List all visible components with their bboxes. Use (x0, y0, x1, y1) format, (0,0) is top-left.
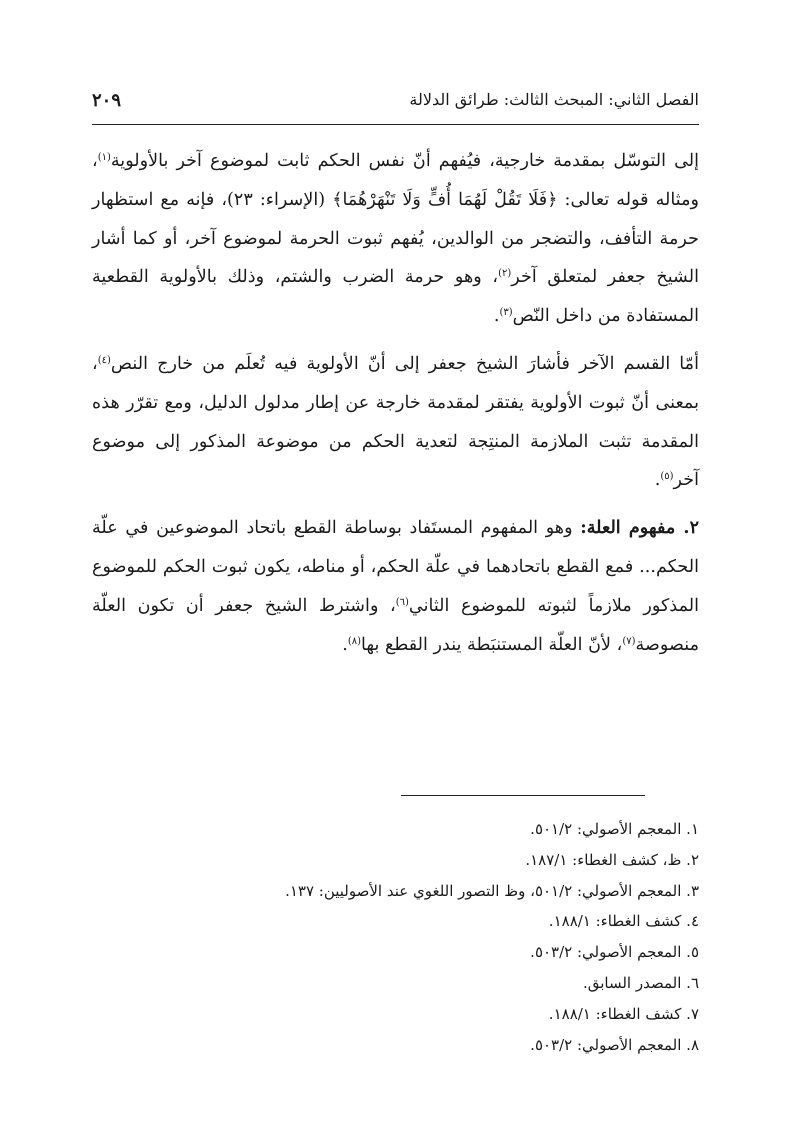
footnote-ref-5[interactable]: (٥) (660, 471, 674, 483)
footnote-ref-8[interactable]: (٨) (347, 635, 362, 647)
paragraph-1-text-d: . (493, 306, 500, 327)
section-heading: ٢. مفهوم العلة: (580, 517, 700, 539)
footnote-6: ٦. المصدر السابق. (582, 973, 699, 992)
footnote-7: ٧. كشف الغطاء: ١٨٨/١. (548, 1004, 699, 1023)
footnote-ref-6[interactable]: (٦) (395, 596, 409, 608)
footnote-2: ٢. ظ، كشف الغطاء: ١٨٧/١. (525, 850, 699, 869)
paragraph-1-text-c: ، وهو حرمة الضرب والشتم، وذلك بالأولوية القطعية المستفادة من داخل النّص (92, 267, 699, 327)
paragraph-1-text-b: ، ومثاله قوله تعالى: ﴿فَلَا تَقُلْ لَهُمَا أُفٍّ وَلَا تَنْهَرْهُمَا﴾ (الإسراء: ٢٣)، فإنه مع استظهار حرمة التأفف، والتضجر من الوالدين، يُفهم ثبوت الحرمة لموضوع آخر، أو كما أشار الشيخ جعفر لمتعلق آخر (92, 151, 700, 288)
main-text (92, 142, 699, 664)
paragraph-3 (92, 509, 699, 664)
paragraph-1 (92, 142, 699, 336)
footnote-ref-2[interactable]: (٢) (498, 268, 512, 280)
paragraph-2-text-c: . (654, 470, 661, 491)
footnote-1: ١. المعجم الأصولي: ٥٠١/٢. (530, 820, 699, 838)
footnote-5: ٥. المعجم الأصولي: ٥٠٣/٢. (530, 943, 699, 962)
footnote-divider (401, 795, 645, 796)
footnote-3: ٣. المعجم الأصولي: ٥٠١/٢، وظ التصور اللغوي عند الأصوليين: ١٣٧. (285, 881, 699, 900)
footnote-ref-7[interactable]: (٧) (622, 635, 636, 647)
paragraph-2-text-b: ، بمعنى أنّ ثبوت الأولوية يفتقر لمقدمة خارجة عن إطار مدلول الدليل، ومع تقرّر هذه المقدمة تثبت الملازمة المنتِجة لتعدية الحكم من موضوعة المذكور إلى موضوع آخر (92, 353, 699, 491)
paragraph-3-text-c: ، لأنّ العلّة المستنبَطة يندر القطع بها (361, 634, 623, 655)
paragraph-2 (92, 345, 699, 500)
footnote-ref-1[interactable]: (١) (97, 152, 111, 163)
paragraph-1-text-a: إلى التوسّل بمقدمة خارجية، فيُفهم أنّ نفس الحكم ثابت لموضوع آخر بالأولوية (110, 151, 699, 171)
running-header (92, 88, 699, 125)
paragraph-3-text-a: وهو المفهوم المستَفاد بوساطة القطع باتحاد الموضوعين في علّة الحكم... فمع القطع باتحادهما في علّة الحكم، أو مناطه، يكون ثبوت الحكم للموضوع المذكور ملازماً لثبوته للموضوع الثاني (92, 518, 699, 616)
chapter-title: الفصل الثاني: المبحث الثالث: طرائق الدلالة (409, 90, 699, 109)
paragraph-3-text-b: ، واشترط الشيخ جعفر أن تكون العلّة منصوصة (92, 595, 699, 655)
page-number: ٢٠٩ (92, 90, 122, 111)
footnote-ref-3[interactable]: (٣) (499, 307, 513, 319)
footnotes-list (92, 814, 699, 1060)
footnote-ref-4[interactable]: (٤) (97, 354, 111, 366)
footnote-8: ٨. المعجم الأصولي: ٥٠٣/٢. (530, 1035, 699, 1054)
footnote-4: ٤. كشف الغطاء: ١٨٨/١. (548, 912, 699, 931)
paragraph-3-text-d: . (342, 634, 348, 655)
paragraph-2-text-a: أمّا القسم الآخر فأشارَ الشيخ جعفر إلى أنّ الأولوية فيه تُعلَم من خارج النص (110, 353, 699, 374)
